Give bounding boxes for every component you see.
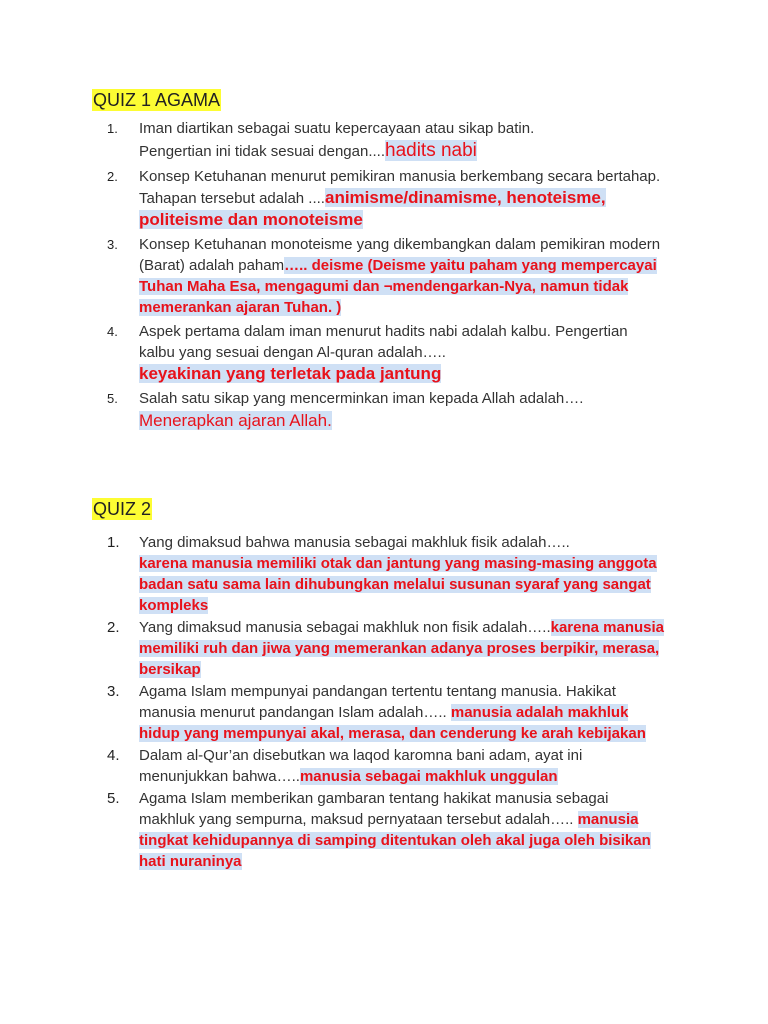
item-number: 5. — [107, 391, 118, 406]
question-text: Aspek pertama dalam iman menurut hadits nabi adalah kalbu. Pengertian kalbu yang sesuai dengan Al-quran adalah….. — [139, 323, 628, 361]
quiz2-item-3 — [107, 681, 667, 744]
quiz2-heading: QUIZ 2 — [93, 499, 152, 519]
answer-text: karena manusia memiliki ruh dan jiwa yang memerankan adanya proses berpikir, merasa, bersikap — [139, 619, 665, 678]
item-number: 4. — [107, 324, 118, 339]
quiz1-list — [107, 118, 667, 436]
item-number: 4. — [107, 747, 120, 764]
quiz2-item-1 — [107, 532, 667, 616]
question-text: Yang dimaksud bahwa manusia sebagai makhluk fisik adalah….. — [139, 534, 570, 551]
answer-text: hadits nabi — [385, 140, 477, 161]
quiz1-item-4 — [107, 321, 667, 385]
question-text: Konsep Ketuhanan monoteisme yang dikembangkan dalam pemikiran modern (Barat) adalah paham — [139, 236, 661, 274]
item-number: 3. — [107, 237, 118, 252]
item-number: 3. — [107, 683, 120, 700]
question-text: Iman diartikan sebagai suatu kepercayaan atau sikap batin. Pengertian ini tidak sesuai dengan.... — [139, 120, 535, 160]
answer-text: ….. deisme (Deisme yaitu paham yang mempercayai Tuhan Maha Esa, mengagumi dan ¬mendengarkan-Nya, namun tidak memerankan ajaran Tuhan. ) — [139, 257, 657, 316]
quiz1-item-2 — [107, 166, 667, 231]
answer-text: keyakinan yang terletak pada jantung — [139, 364, 442, 383]
answer-text: karena manusia memiliki otak dan jantung yang masing-masing anggota badan satu sama lain dihubungkan melalui susunan syaraf yang sangat kompleks — [139, 555, 657, 614]
item-number: 5. — [107, 790, 120, 807]
question-text: Yang dimaksud manusia sebagai makhluk non fisik adalah….. — [139, 619, 551, 636]
question-text: Konsep Ketuhanan menurut pemikiran manusia berkembang secara bertahap. Tahapan tersebut adalah .... — [139, 168, 661, 207]
quiz2-item-4 — [107, 745, 667, 787]
item-number: 2. — [107, 619, 120, 636]
question-text: Agama Islam mempunyai pandangan tertentu tentang manusia. Hakikat manusia menurut pandangan Islam adalah….. — [139, 683, 616, 721]
quiz1-item-1 — [107, 118, 667, 163]
question-text: Agama Islam memberikan gambaran tentang hakikat manusia sebagai makhluk yang sempurna, maksud pernyataan tersebut adalah….. — [139, 790, 609, 828]
answer-text: manusia adalah makhluk hidup yang mempunyai akal, merasa, dan cenderung ke arah kebijakan — [139, 704, 646, 742]
quiz2-item-2 — [107, 617, 667, 680]
item-number: 1. — [107, 121, 118, 136]
quiz2-list — [107, 532, 667, 873]
question-text: Salah satu sikap yang mencerminkan iman kepada Allah adalah…. — [139, 390, 584, 407]
question-text: Dalam al-Qur’an disebutkan wa laqod karomna bani adam, ayat ini menunjukkan bahwa….. — [139, 747, 583, 785]
item-number: 2. — [107, 169, 118, 184]
answer-text: animisme/dinamisme, henoteisme, politeisme dan monoteisme — [139, 188, 606, 229]
quiz1-item-5 — [107, 388, 667, 433]
quiz1-item-3 — [107, 234, 667, 318]
answer-text: Menerapkan ajaran Allah. — [139, 411, 332, 430]
answer-text: manusia tingkat kehidupannya di samping ditentukan oleh akal juga oleh bisikan hati nuraninya — [139, 811, 651, 870]
quiz2-item-5 — [107, 788, 667, 872]
answer-text: manusia sebagai makhluk unggulan — [299, 768, 558, 785]
quiz1-heading: QUIZ 1 AGAMA — [93, 90, 221, 110]
item-number: 1. — [107, 534, 120, 551]
